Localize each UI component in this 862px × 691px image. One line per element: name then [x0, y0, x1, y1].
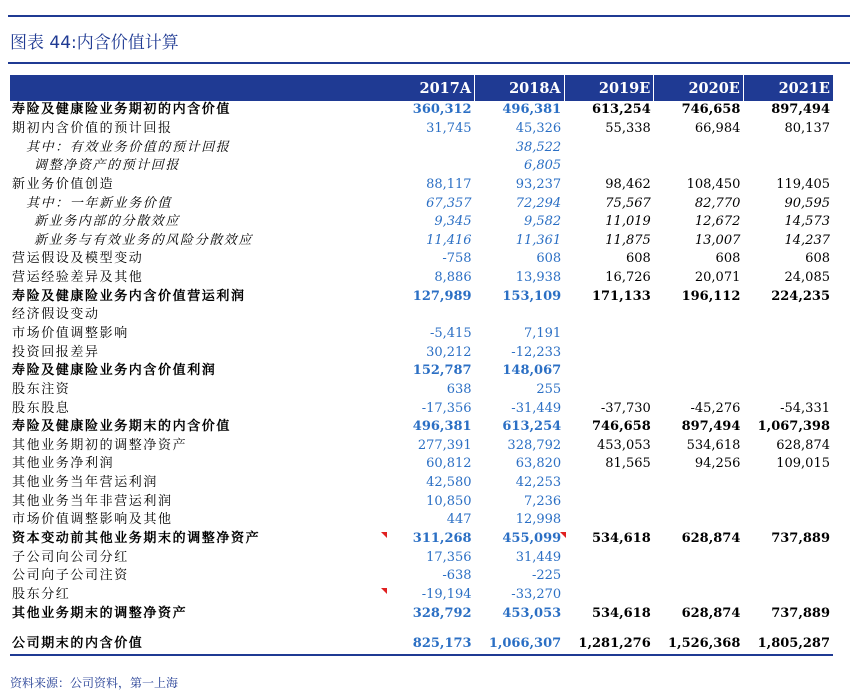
cell-2017a: 10,850	[426, 493, 472, 509]
table-row	[10, 101, 833, 120]
row-label: 股东股息	[12, 400, 71, 416]
cell-2021e	[743, 492, 833, 511]
cell-2021e	[743, 511, 833, 530]
cell-2021e: 14,237	[784, 232, 830, 248]
cell-2018a: 13,938	[515, 270, 562, 286]
cell-2020e	[654, 362, 744, 381]
cell-2021e	[743, 325, 833, 344]
cell-2018a: 31,449	[515, 549, 562, 565]
cell-2019e: 98,462	[605, 176, 651, 192]
cell-2017a: 30,212	[426, 344, 472, 360]
cell-2021e	[743, 343, 833, 362]
header-2018a: 2018A	[475, 75, 565, 101]
table-row	[10, 381, 833, 400]
cell-2017a: 8,886	[434, 270, 472, 286]
cell-2018a: -33,270	[511, 586, 562, 602]
cell-2018a: 42,253	[515, 475, 562, 491]
table-row	[10, 213, 833, 232]
cell-2017a: -17,356	[421, 400, 472, 416]
cell-2017a: 277,391	[417, 437, 472, 453]
cell-2019e	[564, 474, 654, 493]
cell-2021e	[743, 362, 833, 381]
row-label: 调整净资产的预计回报	[34, 158, 181, 174]
table-row	[10, 530, 833, 549]
table-row	[10, 120, 833, 139]
cell-2018a: 12,998	[515, 512, 562, 528]
table-row	[10, 586, 833, 605]
cell-2019e: 1,281,276	[564, 635, 654, 655]
cell-2021e: 628,874	[776, 437, 830, 453]
table-row	[10, 399, 833, 418]
row-label: 其中：有效业务价值的预计回报	[26, 139, 231, 155]
row-label: 子公司向公司分红	[12, 549, 129, 565]
cell-2021e: 737,889	[771, 531, 830, 547]
cell-2018a: 7,191	[523, 326, 562, 341]
table-row	[10, 492, 833, 511]
cell-2017a: 17,356	[426, 549, 472, 565]
cell-2017a: -758	[442, 251, 472, 267]
row-label: 新业务与有效业务的风险分散效应	[34, 232, 254, 248]
cell-2021e: 80,137	[784, 120, 830, 136]
cell-2020e	[654, 586, 744, 605]
header-2020e: 2020E	[654, 75, 744, 101]
row-label: 寿险及健康险业务期初的内含价值	[12, 102, 232, 118]
cell-2019e	[564, 325, 654, 344]
cell-2021e	[743, 548, 833, 567]
cell-2019e: 55,338	[605, 120, 651, 136]
table-row	[10, 362, 833, 381]
row-label: 期初内含价值的预计回报	[12, 120, 173, 136]
cell-2021e: 897,494	[771, 102, 830, 118]
cell-2019e	[564, 157, 654, 176]
table-row	[10, 269, 833, 288]
cell-2020e: 94,256	[694, 456, 741, 472]
cell-2017a: -5,415	[429, 326, 472, 341]
cell-2020e	[654, 511, 744, 530]
cell-2020e	[654, 343, 744, 362]
row-label: 市场价值调整影响及其他	[12, 512, 173, 528]
cell-2021e: -54,331	[780, 400, 830, 416]
cell-2017a: -638	[442, 568, 472, 584]
row-label: 新业务价值创造	[12, 176, 115, 192]
cell-2021e: 119,405	[776, 176, 830, 192]
cell-2017a	[385, 138, 475, 157]
source-note: 资料来源：公司资料，第一上海	[10, 676, 179, 690]
cell-2018a: 496,381	[502, 102, 562, 118]
cell-2018a: 9,582	[523, 214, 562, 230]
cell-2020e: -45,276	[690, 400, 741, 416]
cell-2018a: 1,066,307	[475, 635, 565, 655]
cell-2019e	[564, 567, 654, 586]
cell-2018a: 6,805	[523, 158, 562, 174]
cell-2021e: 224,235	[771, 288, 830, 304]
row-label: 公司向子公司注资	[12, 568, 129, 584]
cell-2017a: 638	[446, 381, 472, 397]
row-label: 投资回报差异	[12, 344, 100, 360]
cell-2020e: 20,071	[694, 270, 741, 286]
top-rule	[8, 15, 850, 17]
cell-2020e: 1,526,368	[654, 635, 744, 655]
row-label: 寿险及健康险业务内含价值利润	[12, 363, 217, 379]
cell-2019e	[564, 548, 654, 567]
cell-2019e	[564, 492, 654, 511]
cell-2019e	[564, 343, 654, 362]
table-row	[10, 635, 833, 655]
cell-2021e	[743, 306, 833, 325]
cell-2018a: 63,820	[515, 456, 562, 472]
cell-2021e	[743, 567, 833, 586]
cell-2020e: 82,770	[694, 195, 741, 211]
cell-2020e: 66,984	[694, 120, 741, 136]
cell-2018a: 38,522	[515, 139, 562, 155]
cell-2018a: 148,067	[502, 363, 562, 379]
table-row	[10, 306, 833, 325]
table-row	[10, 437, 833, 456]
row-label: 寿险及健康险业务内含价值营运利润	[12, 288, 246, 304]
cell-2019e: 534,618	[591, 605, 651, 621]
cell-2019e	[564, 586, 654, 605]
cell-2018a: 45,326	[515, 120, 562, 136]
row-label: 新业务内部的分散效应	[34, 214, 181, 230]
cell-2017a: 825,173	[385, 635, 475, 655]
header-label-cell	[10, 75, 385, 101]
cell-2018a: 153,109	[502, 288, 562, 304]
cell-2018a: 7,236	[523, 493, 562, 509]
row-label: 其他业务期初的调整净资产	[12, 437, 188, 453]
cell-2018a: -31,449	[511, 400, 562, 416]
table-row	[10, 250, 833, 269]
cell-2020e	[654, 306, 744, 325]
cell-2017a: 447	[446, 512, 472, 528]
cell-2020e	[654, 474, 744, 493]
cell-2018a	[475, 530, 565, 549]
cell-2021e: 24,085	[784, 270, 830, 286]
table-row	[10, 474, 833, 493]
cell-2021e: 109,015	[776, 456, 830, 472]
embedded-value-table	[10, 75, 833, 656]
row-label: 市场价值调整影响	[12, 326, 129, 341]
cell-2017a: 60,812	[426, 456, 472, 472]
cell-2020e: 628,874	[681, 531, 741, 547]
table-row	[10, 325, 833, 344]
cell-2017a: 127,989	[412, 288, 472, 304]
cell-2019e	[564, 306, 654, 325]
cell-2019e	[564, 362, 654, 381]
row-label: 寿险及健康险业务期末的内含价值	[12, 419, 232, 435]
cell-2017a: 67,357	[426, 195, 472, 211]
cell-2021e	[743, 586, 833, 605]
cell-2019e	[564, 381, 654, 400]
cell-2019e: 534,618	[591, 531, 651, 547]
cell-2018a: 453,053	[502, 605, 562, 621]
table-row	[10, 343, 833, 362]
row-label	[10, 530, 385, 549]
cell-2020e	[654, 157, 744, 176]
cell-2020e	[654, 492, 744, 511]
table-row	[10, 194, 833, 213]
cell-2017a: 31,745	[426, 120, 472, 136]
header-2017a: 2017A	[385, 75, 475, 101]
cell-2021e: 1,067,398	[757, 419, 830, 435]
row-label: 公司期末的内含价值	[10, 635, 385, 655]
row-label: 营运假设及模型变动	[12, 251, 144, 267]
cell-2019e: 608	[625, 251, 651, 267]
cell-2019e: 75,567	[605, 195, 651, 211]
table-row	[10, 511, 833, 530]
table-row	[10, 231, 833, 250]
cell-2020e: 13,007	[694, 232, 741, 248]
table-row	[10, 567, 833, 586]
title-rule	[8, 62, 850, 64]
cell-2020e	[654, 567, 744, 586]
cell-2018a: -225	[531, 568, 562, 584]
cell-2020e: 534,618	[686, 437, 741, 453]
cell-2021e: 90,595	[784, 195, 830, 211]
cell-2018a: 608	[536, 251, 562, 267]
cell-2021e	[743, 157, 833, 176]
table-row	[10, 157, 833, 176]
row-label: 其他业务当年非营运利润	[12, 493, 173, 509]
table-row	[10, 287, 833, 306]
cell-2017a: 311,268	[412, 531, 472, 547]
table-row	[10, 418, 833, 437]
table-row	[10, 455, 833, 474]
row-label: 其中：一年新业务价值	[26, 195, 173, 211]
row-label-text: 股东分红	[12, 586, 71, 602]
cell-2017a: -19,194	[421, 586, 472, 602]
cell-2020e: 196,112	[681, 288, 741, 304]
cell-2019e: 16,726	[605, 270, 651, 286]
cell-2021e	[743, 138, 833, 157]
cell-2021e	[743, 381, 833, 400]
cell-2021e: 608	[805, 251, 830, 267]
cell-2019e: 81,565	[605, 456, 651, 472]
cell-2020e: 608	[715, 251, 741, 267]
header-2021e: 2021E	[743, 75, 833, 101]
cell-2021e: 737,889	[771, 605, 830, 621]
cell-2019e: 453,053	[597, 437, 651, 453]
cell-2017a: 152,787	[412, 363, 472, 379]
cell-2017a: 88,117	[426, 176, 472, 192]
cell-2017a	[385, 157, 475, 176]
header-row	[10, 75, 833, 101]
cell-2019e: 171,133	[591, 288, 651, 304]
cell-2020e: 897,494	[681, 419, 741, 435]
cell-2018a	[475, 306, 565, 325]
row-label: 其他业务当年营运利润	[12, 475, 159, 491]
cell-2021e: 1,805,287	[743, 635, 833, 655]
spacer-row	[10, 623, 833, 635]
cell-2020e: 628,874	[681, 605, 741, 621]
row-label	[10, 586, 385, 605]
cell-2017a: 496,381	[412, 419, 472, 435]
header-2019e: 2019E	[564, 75, 654, 101]
cell-2018a: 255	[536, 381, 562, 397]
table-row	[10, 138, 833, 157]
cell-2017a: 9,345	[434, 214, 472, 230]
cell-2020e: 746,658	[681, 102, 741, 118]
cell-2018a: 72,294	[515, 195, 562, 211]
row-label: 经济假设变动	[12, 307, 100, 323]
row-label: 股东注资	[12, 381, 71, 397]
cell-2020e	[654, 548, 744, 567]
cell-2019e	[564, 511, 654, 530]
row-label: 其他业务期末的调整净资产	[12, 605, 188, 621]
cell-2020e	[654, 138, 744, 157]
cell-2021e	[743, 474, 833, 493]
cell-2019e	[564, 138, 654, 157]
cell-2021e: 14,573	[784, 214, 830, 230]
row-label: 其他业务净利润	[12, 456, 115, 472]
cell-2019e: 11,019	[605, 214, 651, 230]
cell-2018a: -12,233	[511, 344, 562, 360]
cell-2019e: -37,730	[600, 400, 651, 416]
figure-title: 图表 44:内含价值计算	[10, 33, 179, 53]
cell-2017a	[385, 306, 475, 325]
spacer-cell	[10, 623, 833, 635]
cell-2018a: 11,361	[515, 232, 562, 248]
cell-2019e: 613,254	[591, 102, 651, 118]
cell-2017a: 42,580	[426, 475, 472, 491]
cell-2018a: 613,254	[502, 419, 562, 435]
cell-2017a: 11,416	[426, 232, 472, 248]
cell-2017a: 328,792	[412, 605, 472, 621]
cell-2020e: 108,450	[686, 176, 741, 192]
cell-2018a: 328,792	[507, 437, 562, 453]
cell-2020e	[654, 381, 744, 400]
table-row	[10, 176, 833, 195]
cell-value: 455,099	[502, 531, 562, 547]
row-label: 营运经验差异及其他	[12, 270, 144, 286]
cell-2019e: 746,658	[591, 419, 651, 435]
cell-2018a: 93,237	[515, 176, 562, 192]
row-label-text: 资本变动前其他业务期末的调整净资产	[12, 531, 261, 547]
table-row	[10, 604, 833, 623]
cell-2020e	[654, 325, 744, 344]
cell-2017a: 360,312	[412, 102, 472, 118]
table-row	[10, 548, 833, 567]
cell-2019e: 11,875	[605, 232, 651, 248]
cell-2020e: 12,672	[694, 214, 741, 230]
